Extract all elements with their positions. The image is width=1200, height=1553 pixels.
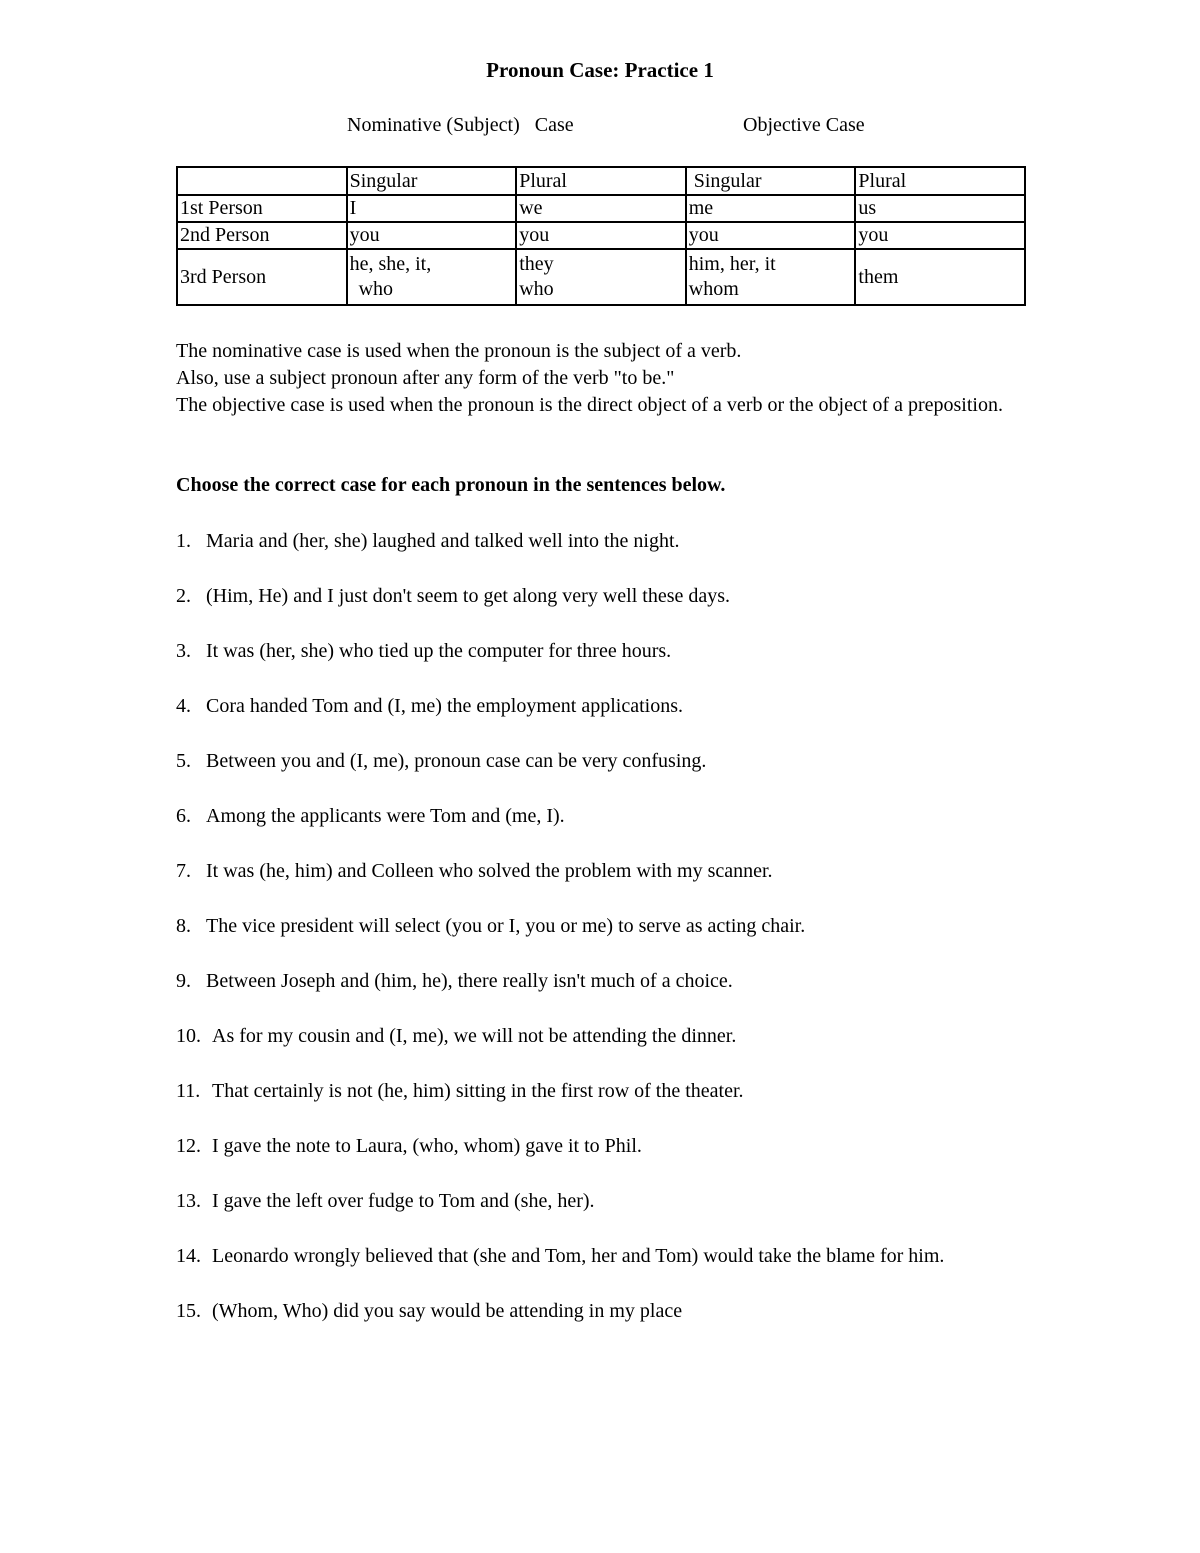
question-text: That certainly is not (he, him) sitting in the first row of the theater. [212, 1080, 744, 1102]
list-item [176, 527, 1036, 555]
question-text: As for my cousin and (I, me), we will not be attending the dinner. [212, 1025, 737, 1047]
question-number: 3. [176, 640, 191, 662]
pronoun-case-table [176, 166, 1026, 306]
question-number: 10. [176, 1025, 201, 1047]
cell-line: him, her, it [688, 253, 776, 275]
nominative-case-heading: Nominative (Subject) Case [347, 114, 574, 136]
table-row [177, 249, 1025, 305]
list-item [176, 1297, 1036, 1325]
objective-case-heading: Objective Case [743, 114, 865, 136]
table-cell: you [855, 222, 1025, 249]
rule-paragraph: The nominative case is used when the pronoun is the subject of a verb. [176, 340, 742, 362]
table-header-cell: Plural [516, 167, 686, 195]
table-cell: we [516, 195, 686, 222]
list-item [176, 692, 1036, 720]
table-cell: you [516, 222, 686, 249]
table-cell [347, 249, 517, 305]
table-header-cell [177, 167, 347, 195]
question-text: It was (her, she) who tied up the computer for three hours. [206, 640, 672, 662]
cell-line: who [358, 278, 394, 300]
list-item [176, 967, 1036, 995]
table-header-cell: Singular [347, 167, 517, 195]
question-number: 6. [176, 805, 191, 827]
rule-paragraph: Also, use a subject pronoun after any form of the verb "to be." [176, 367, 675, 389]
question-text: (Him, He) and I just don't seem to get along very well these days. [206, 585, 731, 607]
question-text: Leonardo wrongly believed that (she and Tom, her and Tom) would take the blame for him. [212, 1245, 945, 1267]
cell-line: whom [688, 278, 739, 300]
row-label: 2nd Person [177, 222, 347, 249]
question-text: Cora handed Tom and (I, me) the employment applications. [206, 695, 683, 717]
question-list [176, 527, 1036, 1352]
question-number: 2. [176, 585, 191, 607]
question-number: 1. [176, 530, 191, 552]
list-item [176, 1132, 1036, 1160]
question-text: I gave the left over fudge to Tom and (she, her). [212, 1190, 595, 1212]
row-label: 3rd Person [177, 249, 347, 305]
list-item [176, 1242, 1036, 1270]
rules-text [176, 338, 1036, 419]
cell-line: they [519, 253, 554, 275]
question-text: The vice president will select (you or I, you or me) to serve as acting chair. [206, 915, 806, 937]
list-item [176, 912, 1036, 940]
list-item [176, 802, 1036, 830]
question-number: 4. [176, 695, 191, 717]
question-text: (Whom, Who) did you say would be attending in my place [212, 1300, 683, 1322]
table-cell: you [347, 222, 517, 249]
question-number: 11. [176, 1080, 201, 1102]
question-text: It was (he, him) and Colleen who solved the problem with my scanner. [206, 860, 773, 882]
question-number: 8. [176, 915, 191, 937]
list-item [176, 857, 1036, 885]
table-header-row [177, 167, 1025, 195]
list-item [176, 1187, 1036, 1215]
list-item [176, 637, 1036, 665]
table-header-cell: Singular [686, 167, 856, 195]
question-number: 12. [176, 1135, 201, 1157]
row-label: 1st Person [177, 195, 347, 222]
question-number: 13. [176, 1190, 201, 1212]
cell-line: he, she, it, [349, 253, 432, 275]
table-cell: you [686, 222, 856, 249]
question-number: 7. [176, 860, 191, 882]
table-cell: them [855, 249, 1025, 305]
table-header-cell: Plural [855, 167, 1025, 195]
question-number: 14. [176, 1245, 201, 1267]
table-row [177, 222, 1025, 249]
table-cell: me [686, 195, 856, 222]
question-text: Between you and (I, me), pronoun case can be very confusing. [206, 750, 707, 772]
question-text: Between Joseph and (him, he), there really isn't much of a choice. [206, 970, 733, 992]
question-number: 9. [176, 970, 191, 992]
cell-line: who [519, 278, 554, 300]
question-number: 5. [176, 750, 191, 772]
table-cell [516, 249, 686, 305]
table-row [177, 195, 1025, 222]
question-text: Maria and (her, she) laughed and talked well into the night. [206, 530, 680, 552]
question-number: 15. [176, 1300, 201, 1322]
list-item [176, 1077, 1036, 1105]
list-item [176, 582, 1036, 610]
question-text: Among the applicants were Tom and (me, I). [206, 805, 565, 827]
list-item [176, 747, 1036, 775]
instruction-text: Choose the correct case for each pronoun in the sentences below. [176, 474, 726, 496]
table-cell: I [347, 195, 517, 222]
question-text: I gave the note to Laura, (who, whom) gave it to Phil. [212, 1135, 642, 1157]
table-cell: us [855, 195, 1025, 222]
rule-paragraph: The objective case is used when the pronoun is the direct object of a verb or the object of a preposition. [176, 394, 1003, 416]
page-title: Pronoun Case: Practice 1 [486, 58, 714, 82]
table-cell [686, 249, 856, 305]
list-item [176, 1022, 1036, 1050]
